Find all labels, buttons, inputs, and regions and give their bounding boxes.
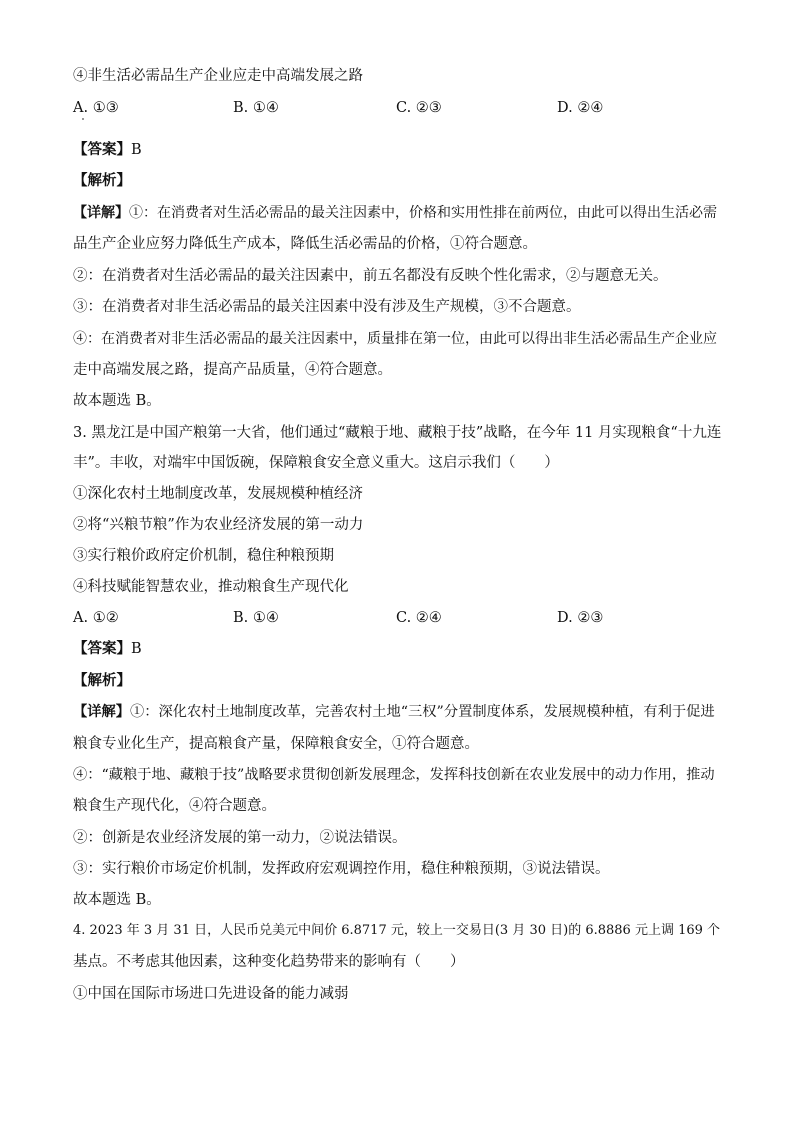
- question-3-stem-line-1: 3. 黑龙江是中国产粮第一大省，他们通过“藏粮于地、藏粮于技”战略，在今年 11 月实现粮食“十九连: [73, 425, 722, 441]
- question-2-option-d: D. ②④: [557, 100, 604, 116]
- question-2-option-a: A. ①③: [73, 100, 119, 116]
- question-2-detail-line-5: ④：在消费者对非生活必需品的最关注因素中，质量排在第一位，由此可以得出非生活必需品生产企业应: [73, 331, 717, 347]
- question-4-stem-line-1: 4. 2023 年 3 月 31 日，人民币兑美元中间价 6.8717 元，较上一交易日(3 月 30 日)的 6.8886 元上调 169 个: [73, 923, 721, 938]
- detail-text: ①：在消费者对生活必需品的最关注因素中，价格和实用性排在前两位，由此可以得出生活必需: [129, 205, 717, 221]
- question-2-option-c: C. ②③: [396, 100, 442, 116]
- detail-tag: 【详解】: [73, 704, 131, 720]
- analysis-tag: 【解析】: [73, 173, 131, 189]
- question-2-detail-line-3: ②：在消费者对生活必需品的最关注因素中，前五名都没有反映个性化需求，②与题意无关。: [73, 268, 668, 284]
- answer-value: B: [131, 142, 142, 158]
- question-2-analysis-heading: [73, 172, 724, 190]
- question-3-option-c: C. ②④: [396, 610, 442, 626]
- answer-value: B: [131, 641, 142, 657]
- question-4-item-1: ①中国在国际市场进口先进设备的能力减弱: [73, 986, 349, 1002]
- question-3-detail-line-4: 粮食生产现代化，④符合题意。: [73, 798, 276, 814]
- question-2-detail-line-1: [73, 204, 724, 222]
- question-2-answer: [73, 141, 724, 159]
- question-3-item-2: ②将“兴粮节粮”作为农业经济发展的第一动力: [73, 517, 364, 533]
- question-3-detail-line-6: ③：实行粮价市场定价机制，发挥政府宏观调控作用，稳住种粮预期，③说法错误。: [73, 861, 610, 877]
- question-2-detail-line-4: ③：在消费者对非生活必需品的最关注因素中没有涉及生产规模，③不合题意。: [73, 299, 581, 315]
- question-4-stem-line-2: 基点。不考虑其他因素，这种变化趋势带来的影响有（ ）: [73, 954, 465, 970]
- question-3-item-4: ④科技赋能智慧农业，推动粮食生产现代化: [73, 579, 349, 595]
- question-3-option-d: D. ②③: [557, 610, 604, 626]
- question-3-analysis-heading: [73, 672, 724, 690]
- question-3-option-b: B. ①④: [233, 610, 279, 626]
- question-2-conclusion: 故本题选 B。: [73, 393, 161, 409]
- detail-text: ①：深化农村土地制度改革，完善农村土地“三权”分置制度体系，发展规模种植，有利于促进: [130, 704, 715, 720]
- answer-tag: 【答案】: [73, 641, 131, 657]
- answer-tag: 【答案】: [73, 142, 131, 158]
- analysis-tag: 【解析】: [73, 673, 131, 689]
- detail-tag: 【详解】: [73, 205, 129, 221]
- question-3-answer: [73, 640, 724, 658]
- question-3-detail-line-5: ②：创新是农业经济发展的第一动力，②说法错误。: [73, 830, 407, 846]
- question-3-stem-line-2: 丰”。丰收，对端牢中国饭碗，保障粮食安全意义重大。这启示我们（ ）: [73, 455, 559, 471]
- stray-mark: [82, 118, 84, 120]
- question-3-item-1: ①深化农村土地制度改革，发展规模种植经济: [73, 486, 363, 502]
- question-2-detail-line-6: 走中高端发展之路，提高产品质量，④符合题意。: [73, 362, 392, 378]
- question-3-item-3: ③实行粮价政府定价机制，稳住种粮预期: [73, 548, 334, 564]
- question-3-detail-line-2: 粮食专业化生产，提高粮食产量，保障粮食安全，①符合题意。: [73, 736, 479, 752]
- question-3-option-a: A. ①②: [73, 610, 119, 626]
- question-3-conclusion: 故本题选 B。: [73, 892, 161, 908]
- question-3-detail-line-1: [73, 703, 724, 721]
- question-2-option-b: B. ①④: [233, 100, 279, 116]
- question-3-detail-line-3: ④：“藏粮于地、藏粮于技”战略要求贯彻创新发展理念，发挥科技创新在农业发展中的动力作用，推动: [73, 767, 715, 783]
- question-2-item-4: ④非生活必需品生产企业应走中高端发展之路: [73, 68, 363, 84]
- question-2-detail-line-2: 品生产企业应努力降低生产成本，降低生活必需品的价格，①符合题意。: [73, 236, 537, 252]
